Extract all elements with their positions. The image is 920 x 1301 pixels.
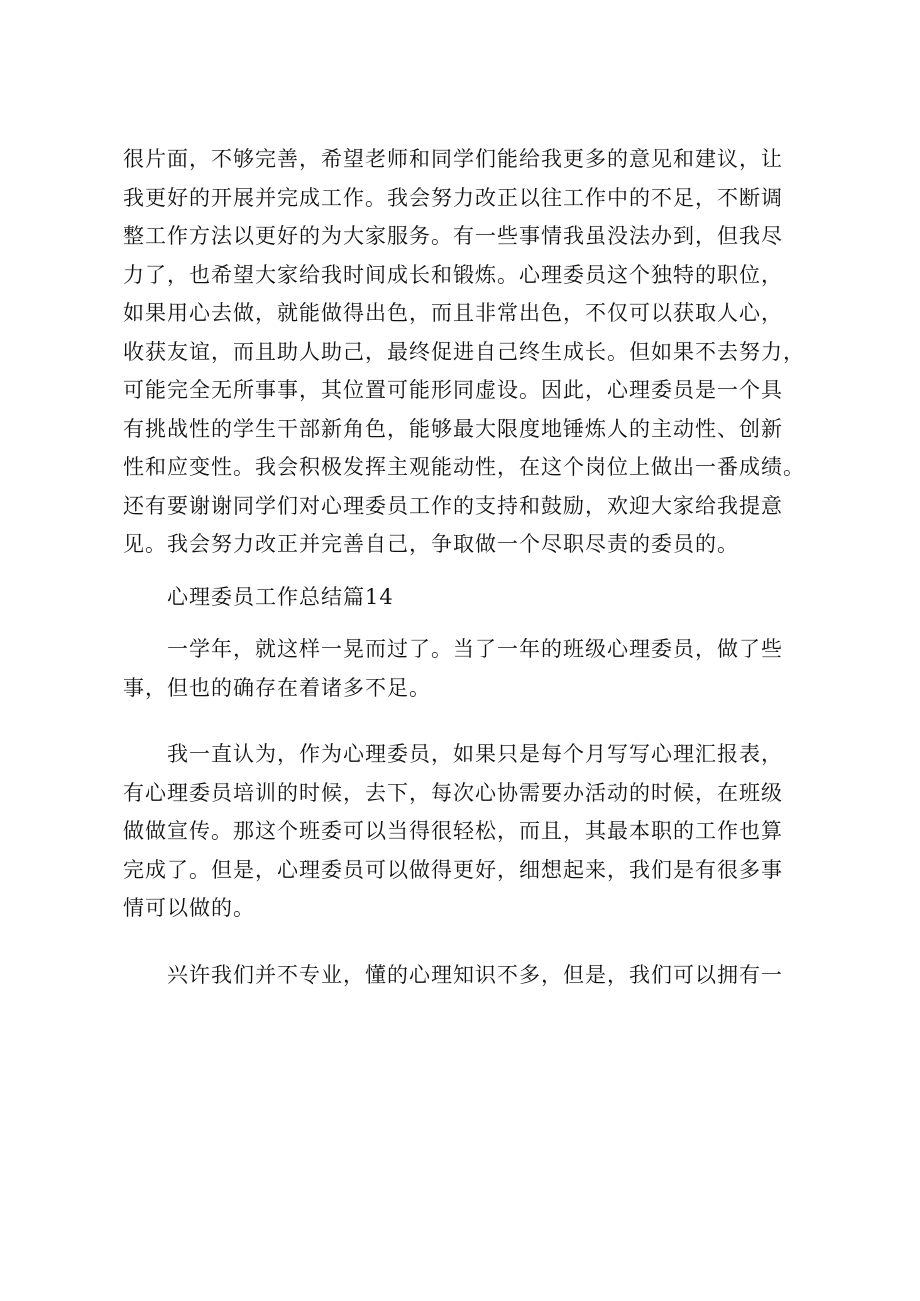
text-line: 完成了。但是，心理委员可以做得更好，细想起来，我们是有很多事 xyxy=(123,857,783,882)
paragraph-2 xyxy=(123,630,823,707)
text-line: 做做宣传。那这个班委可以当得很轻松，而且，其最本职的工作也算 xyxy=(123,819,783,843)
text-line: 我更好的开展并完成工作。我会努力改正以往工作中的不足，不断调 xyxy=(123,185,783,210)
section-heading: 心理委员工作总结篇14 xyxy=(167,584,394,609)
paragraph-1 xyxy=(123,140,823,564)
text-line: 见。我会努力改正并完善自己，争取做一个尽职尽责的委员的。 xyxy=(123,532,739,556)
text-line: 可能完全无所事事，其位置可能形同虚设。因此，心理委员是一个具 xyxy=(123,378,783,402)
text-line: 一学年，就这样一晃而过了。当了一年的班级心理委员，做了些 xyxy=(167,637,783,661)
section-heading-wrap xyxy=(123,578,823,617)
text-line: 性和应变性。我会积极发挥主观能动性，在这个岗位上做出一番成绩。 xyxy=(123,455,805,479)
text-line: 力了，也希望大家给我时间成长和锻炼。心理委员这个独特的职位， xyxy=(123,262,783,287)
text-line: 很片面，不够完善，希望老师和同学们能给我更多的意见和建议，让 xyxy=(123,147,783,171)
document-body xyxy=(123,140,823,994)
text-line: 兴许我们并不专业，懂的心理知识不多，但是，我们可以拥有一 xyxy=(167,962,783,987)
text-line: 整工作方法以更好的为大家服务。有一些事情我虽没法办到，但我尽 xyxy=(123,224,783,248)
text-line: 收获友谊，而且助人助己，最终促进自己终生成长。但如果不去努力， xyxy=(123,339,805,364)
text-line: 情可以做的。 xyxy=(123,896,255,920)
text-line: 有挑战性的学生干部新角色，能够最大限度地锤炼人的主动性、创新 xyxy=(123,416,783,441)
text-line: 还有要谢谢同学们对心理委员工作的支持和鼓励，欢迎大家给我提意 xyxy=(123,493,783,518)
text-line: 我一直认为，作为心理委员，如果只是每个月写写心理汇报表， xyxy=(167,742,783,766)
text-line: 事，但也的确存在着诸多不足。 xyxy=(123,675,431,700)
text-line: 有心理委员培训的时候，去下，每次心协需要办活动的时候，在班级 xyxy=(123,780,783,805)
paragraph-4 xyxy=(123,956,823,995)
text-line: 如果用心去做，就能做得出色，而且非常出色，不仅可以获取人心， xyxy=(123,301,783,325)
paragraph-3 xyxy=(123,735,823,928)
